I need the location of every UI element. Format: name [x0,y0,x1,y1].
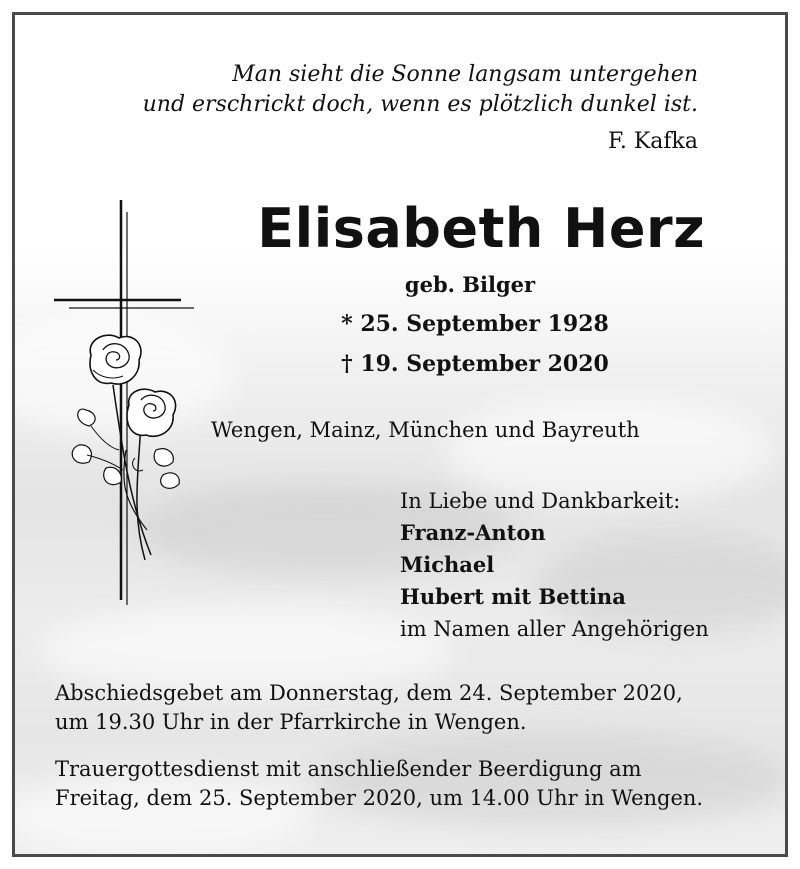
funeral-line: Trauergottesdienst mit anschließender Beerdigung am [55,757,642,781]
birth-name: geb. Bilger [404,272,536,297]
funeral-line: Freitag, dem 25. September 2020, um 14.00 Uhr in Wengen. [55,786,704,810]
mourners-outro: im Namen aller Angehörigen [400,617,709,641]
deceased-name: Elisabeth Herz [257,197,705,260]
farewell-prayer-notice [55,679,750,737]
quote-author: F. Kafka [608,129,698,154]
mourner-name: Michael [400,552,495,577]
quote-line: und erschrickt doch, wenn es plötzlich dunkel ist. [142,92,698,117]
funeral-service-notice [55,755,750,813]
obituary-frame [12,12,788,857]
mourner-name: Franz-Anton [400,520,546,545]
mourner-name: Hubert mit Bettina [400,584,626,609]
mourners-intro: In Liebe und Dankbarkeit: [400,489,681,513]
farewell-line: um 19.30 Uhr in der Pfarrkirche in Wengen. [55,710,527,734]
quote-line: Man sieht die Sonne langsam untergehen [232,62,698,87]
death-date: † 19. September 2020 [341,351,609,377]
birth-date: * 25. September 1928 [341,311,609,337]
mourners-block [400,485,709,645]
cross-with-roses-icon [51,200,211,620]
farewell-line: Abschiedsgebet am Donnerstag, dem 24. September 2020, [55,681,683,705]
places-lived: Wengen, Mainz, München und Bayreuth [211,418,640,442]
quote [15,60,698,120]
